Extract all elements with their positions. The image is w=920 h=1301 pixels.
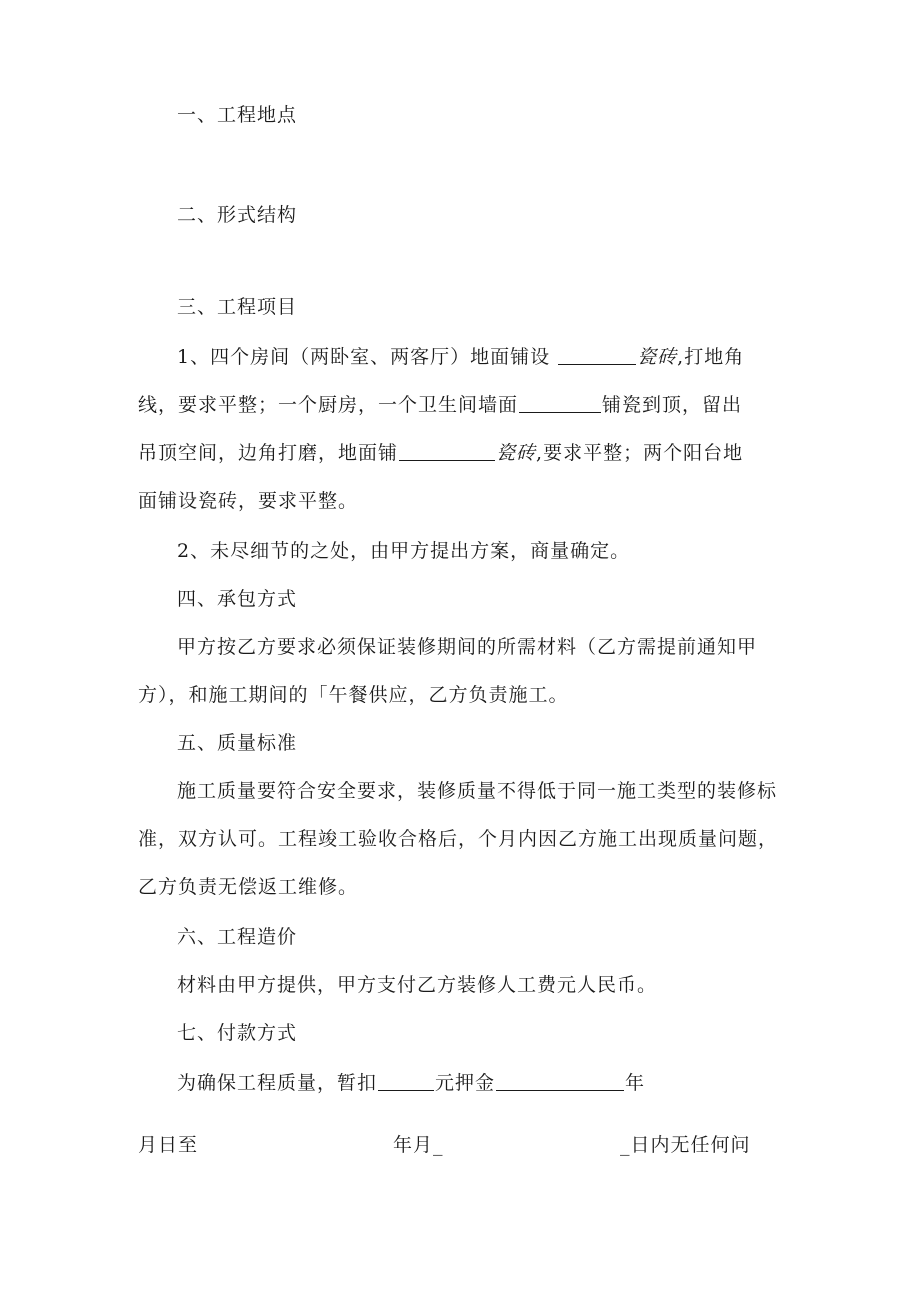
- payment-text-a: 为确保工程质量，暂扣: [177, 1072, 378, 1094]
- item1-text-b: 瓷砖: [637, 346, 678, 368]
- payment-line2-middle: 年月_: [393, 1134, 444, 1156]
- item1-text-h: ,要求平整；两个阳台地: [536, 442, 744, 464]
- quality-line2: 准，双方认可。工程竣工验收合格后，个月内因乙方施工出现质量问题，: [138, 828, 779, 850]
- item1-text-g: 瓷砖: [496, 442, 537, 464]
- section-heading-price: 六、工程造价: [177, 926, 298, 948]
- payment-text-c: 年: [625, 1072, 646, 1094]
- section-heading-location: 一、工程地点: [177, 104, 298, 126]
- payment-line2-start: 月日至: [138, 1134, 199, 1156]
- item1-line4: 面铺设瓷砖，要求平整。: [138, 490, 359, 512]
- quality-line3: 乙方负责无偿返工维修。: [138, 876, 359, 898]
- item1-line1: [177, 345, 744, 369]
- payment-text-b: 元押金: [435, 1072, 496, 1094]
- section-heading-project: 三、工程项目: [177, 296, 298, 318]
- item1-text-e: 铺瓷到顶，留出: [602, 394, 743, 416]
- section-heading-quality: 五、质量标准: [177, 732, 298, 754]
- item1-text-f: 吊顶空间，边角打磨，地面铺: [138, 442, 399, 464]
- payment-line2-end: _日内无任何问: [620, 1134, 751, 1156]
- quality-line1: 施工质量要符合安全要求，装修质量不得低于同一施工类型的装修标: [177, 780, 778, 802]
- blank-field: [378, 1072, 434, 1091]
- blank-field: [399, 442, 495, 461]
- item1-text-d: 线，要求平整；一个厨房，一个卫生间墙面: [138, 394, 519, 416]
- item1-text-a: 1、四个房间（两卧室、两客厅）地面铺设: [177, 346, 551, 368]
- item1-line3: [138, 441, 743, 465]
- blank-field: [558, 346, 636, 365]
- section-heading-payment: 七、付款方式: [177, 1022, 298, 1044]
- price-line: 材料由甲方提供，甲方支付乙方装修人工费元人民币。: [177, 974, 658, 996]
- item1-line2: [138, 393, 742, 417]
- section-heading-contract: 四、承包方式: [177, 588, 298, 610]
- contract-line1: 甲方按乙方要求必须保证装修期间的所需材料（乙方需提前通知甲: [177, 636, 758, 658]
- blank-field: [519, 394, 601, 413]
- payment-line1: [177, 1071, 645, 1095]
- section-heading-structure: 二、形式结构: [177, 204, 298, 226]
- contract-line2: 方），和施工期间的「午餐供应，乙方负责施工。: [138, 684, 569, 706]
- blank-field: [496, 1072, 624, 1091]
- item2-line: 2、未尽细节的之处，由甲方提出方案，商量确定。: [177, 540, 631, 562]
- item1-text-c: ,打地角: [677, 346, 745, 368]
